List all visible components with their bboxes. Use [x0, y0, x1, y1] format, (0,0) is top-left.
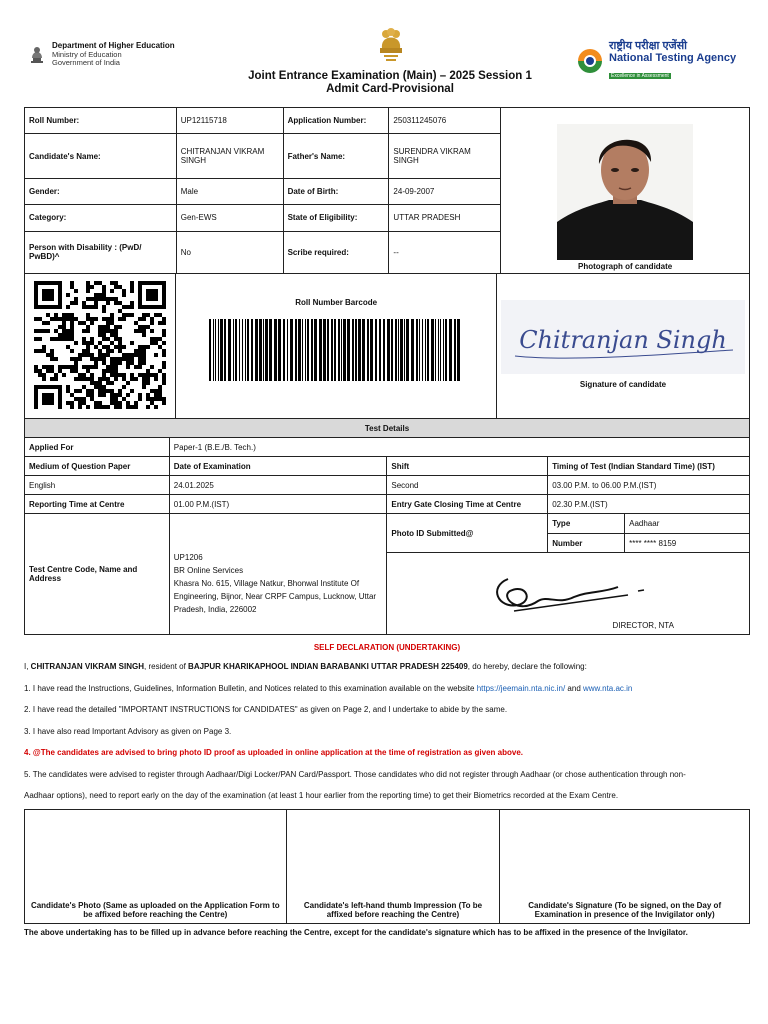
test-details-table	[24, 418, 750, 635]
dhe-line-3: Government of India	[52, 58, 120, 67]
id-type-label: Type	[548, 514, 625, 534]
state-label: State of Eligibility:	[283, 204, 389, 231]
declaration-point-1: 1. I have read the Instructions, Guidelines, Information Bulletin, and Notices related to this examination available on the website https://jeemain.nta.nic.in/ and www.nta.ac.in	[24, 684, 633, 693]
applied-for-value: Paper-1 (B.E./B. Tech.)	[169, 438, 749, 457]
declaration-point-4: 4. @The candidates are advised to bring photo ID proof as uploaded in online application at the time of registration as given above.	[24, 748, 523, 757]
signature-caption: Signature of candidate	[579, 380, 667, 389]
medium-label: Medium of Question Paper	[25, 457, 170, 476]
candidate-name-label: Candidate's Name:	[25, 134, 177, 179]
shift-value: Second	[387, 476, 548, 495]
test-centre-value	[169, 514, 387, 635]
shift-label: Shift	[387, 457, 548, 476]
nta-hindi-name: राष्ट्रीय परीक्षा एजेंसी	[609, 40, 687, 52]
jeemain-link[interactable]: https://jeemain.nta.nic.in/	[476, 684, 566, 693]
id-type-value: Aadhaar	[625, 514, 750, 534]
candidate-signature-image	[501, 300, 745, 374]
declaration-point-5-line-1: 5. The candidates were advised to register through Aadhaar/Digi Locker/PAN Card/Passport. Those candidates who did not register through Aadhaar (or chose authentication through non-	[24, 770, 686, 779]
ashoka-emblem-icon	[374, 24, 408, 64]
nta-tagline: Excellence in Assessment	[611, 73, 669, 79]
candidate-photo-box: Candidate's Photo (Same as uploaded on the Application Form to be affixed before reaching the Centre)	[25, 810, 287, 924]
candidate-signature-box: Candidate's Signature (To be signed, on the Day of Examination in presence of the Invigilator only)	[500, 810, 750, 924]
scribe-label: Scribe required:	[283, 231, 389, 273]
state-value: UTTAR PRADESH	[389, 204, 501, 231]
timing-label: Timing of Test (Indian Standard Time) (IST)	[548, 457, 750, 476]
category-value: Gen-EWS	[176, 204, 283, 231]
declaration-point-2: 2. I have read the detailed "IMPORTANT INSTRUCTIONS for CANDIDATES" as given on Page 2, and I undertake to abide by the same.	[24, 705, 508, 714]
roll-number-value: UP12115718	[176, 108, 283, 134]
centre-address: Khasra No. 615, Village Natkur, Bhonwal Institute Of Engineering, Bijnor, Near CRPF Campus, Lucknow, Uttar Pradesh, India, 226002	[173, 578, 377, 614]
centre-code: UP1206	[173, 552, 203, 562]
test-centre-label: Test Centre Code, Name and Address	[25, 514, 170, 635]
gate-closing-value: 02.30 P.M.(IST)	[548, 495, 750, 514]
dhe-line-2: Ministry of Education	[52, 49, 122, 59]
qr-cell	[25, 274, 176, 419]
title-line-2: Admit Card-Provisional	[326, 83, 454, 95]
gender-label: Gender:	[25, 179, 177, 204]
timing-value: 03.00 P.M. to 06.00 P.M.(IST)	[548, 476, 750, 495]
header	[0, 0, 768, 106]
application-number-label: Application Number:	[283, 108, 389, 134]
nta-english-name: National Testing Agency	[609, 52, 737, 64]
director-signature-image	[478, 565, 658, 621]
declarant-name: CHITRANJAN VIKRAM SINGH	[30, 662, 145, 671]
title-line-1: Joint Entrance Examination (Main) – 2025 Session 1	[248, 70, 532, 82]
dob-value: 24-09-2007	[389, 179, 501, 204]
applied-for-label: Applied For	[25, 438, 170, 457]
declaration-point-3: 3. I have also read Important Advisory as given on Page 3.	[24, 727, 232, 736]
scribe-value: --	[389, 231, 501, 273]
director-signature-cell	[387, 553, 750, 635]
barcode-label: Roll Number Barcode	[295, 298, 378, 307]
affix-boxes-table	[24, 809, 750, 924]
roll-number-barcode	[207, 319, 465, 381]
reporting-time-label: Reporting Time at Centre	[25, 495, 170, 514]
gate-closing-label: Entry Gate Closing Time at Centre	[387, 495, 548, 514]
id-number-value: **** **** 8159	[625, 534, 750, 553]
dob-label: Date of Birth:	[283, 179, 389, 204]
barcode-cell	[176, 274, 497, 419]
exam-date-label: Date of Examination	[169, 457, 387, 476]
reporting-time-value: 01.00 P.M.(IST)	[169, 495, 387, 514]
application-number-value: 250311245076	[389, 108, 501, 134]
pwd-label: Person with Disability : (PwD/ PwBD)^	[25, 231, 177, 273]
photo-id-label: Photo ID Submitted@	[387, 514, 548, 553]
father-name-label: Father's Name:	[283, 134, 389, 179]
national-emblem-icon	[28, 44, 46, 66]
dhe-line-1: Department of Higher Education	[52, 41, 175, 50]
pwd-value: No	[176, 231, 283, 273]
candidate-details-table	[24, 107, 750, 274]
photo-caption: Photograph of candidate	[578, 262, 673, 271]
declaration-point-5-line-2: Aadhaar options), need to report early on the day of the examination (at least 1 hour earlier from the reporting time) to get their Biometrics recorded at the Exam Centre.	[24, 791, 619, 800]
candidate-name-value: CHITRANJAN VIKRAM SINGH	[176, 134, 283, 179]
nta-link[interactable]: www.nta.ac.in	[583, 684, 633, 693]
footer-note: The above undertaking has to be filled up in advance before reaching the Centre, except for the candidate's signature which has to be affixed in the presence of the Invigilator.	[24, 928, 688, 937]
category-label: Category:	[25, 204, 177, 231]
id-number-label: Number	[548, 534, 625, 553]
dhe-logo-block	[28, 42, 175, 68]
gender-value: Male	[176, 179, 283, 204]
exam-date-value: 24.01.2025	[169, 476, 387, 495]
page-title	[0, 70, 768, 96]
director-label: DIRECTOR, NTA	[612, 621, 674, 630]
centre-name: BR Online Services	[173, 565, 244, 575]
father-name-value: SURENDRA VIKRAM SINGH	[389, 134, 501, 179]
declaration-title: SELF DECLARATION (UNDERTAKING)	[313, 643, 461, 652]
svg-text:Chitranjan Singh: Chitranjan Singh	[519, 326, 727, 354]
roll-number-label: Roll Number:	[25, 108, 177, 134]
candidate-photo	[557, 124, 693, 260]
medium-value: English	[25, 476, 170, 495]
test-details-title: Test Details	[25, 419, 750, 438]
declarant-address: BAJPUR KHARIKAPHOOL INDIAN BARABANKI UTTAR PRADESH 225409	[188, 662, 468, 671]
signature-cell	[496, 274, 749, 419]
qr-code	[33, 281, 167, 409]
photo-cell	[501, 108, 750, 274]
barcode-table	[24, 273, 750, 419]
thumb-impression-box: Candidate's left-hand thumb Impression (To be affixed before reaching the Centre)	[286, 810, 500, 924]
declaration-intro: I, CHITRANJAN VIKRAM SINGH, resident of BAJPUR KHARIKAPHOOL INDIAN BARABANKI UTTAR PRADESH 225409, do hereby, declare the following:	[24, 662, 587, 671]
